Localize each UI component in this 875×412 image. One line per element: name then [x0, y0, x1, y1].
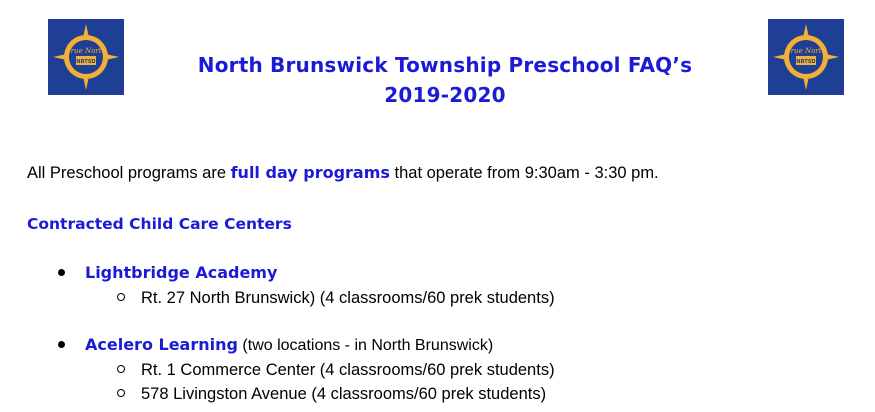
list-subitem-location — [117, 287, 555, 309]
center-name: Lightbridge Academy — [85, 263, 278, 282]
intro-paragraph — [27, 162, 659, 184]
page-title: North Brunswick Township Preschool FAQ’s — [197, 53, 693, 77]
bullet-dot-icon — [58, 269, 65, 276]
bullet-ring-icon — [117, 293, 125, 301]
list-item-center — [58, 262, 277, 285]
center-note: (two locations - in North Brunswick) — [237, 337, 494, 354]
page-subtitle-year: 2019-2020 — [384, 83, 506, 107]
bullet-ring-icon — [117, 365, 125, 373]
list-subitem-location — [117, 383, 546, 405]
bullet-ring-icon — [117, 389, 125, 397]
district-logo-right — [768, 19, 844, 95]
section-heading: Contracted Child Care Centers — [27, 215, 292, 233]
svg-text:True North: True North — [66, 47, 106, 55]
svg-text:NBTSD: NBTSD — [796, 59, 816, 65]
svg-text:NBTSD: NBTSD — [76, 59, 96, 65]
compass-logo-icon — [771, 22, 841, 92]
intro-text-after: that operate from 9:30am - 3:30 pm. — [389, 164, 659, 182]
location-text: 578 Livingston Avenue (4 classrooms/60 prek students) — [141, 385, 547, 403]
center-name: Acelero Learning — [85, 335, 238, 354]
list-subitem-location — [117, 359, 555, 381]
intro-highlight: full day programs — [230, 163, 390, 182]
location-text: Rt. 1 Commerce Center (4 classrooms/60 prek students) — [141, 361, 555, 379]
intro-text-before: All Preschool programs are — [27, 164, 231, 182]
list-item-center — [58, 334, 493, 357]
bullet-dot-icon — [58, 341, 65, 348]
compass-logo-icon — [51, 22, 121, 92]
district-logo-left — [48, 19, 124, 95]
location-text: Rt. 27 North Brunswick) (4 classrooms/60 prek students) — [141, 289, 555, 307]
svg-text:True North: True North — [786, 47, 826, 55]
